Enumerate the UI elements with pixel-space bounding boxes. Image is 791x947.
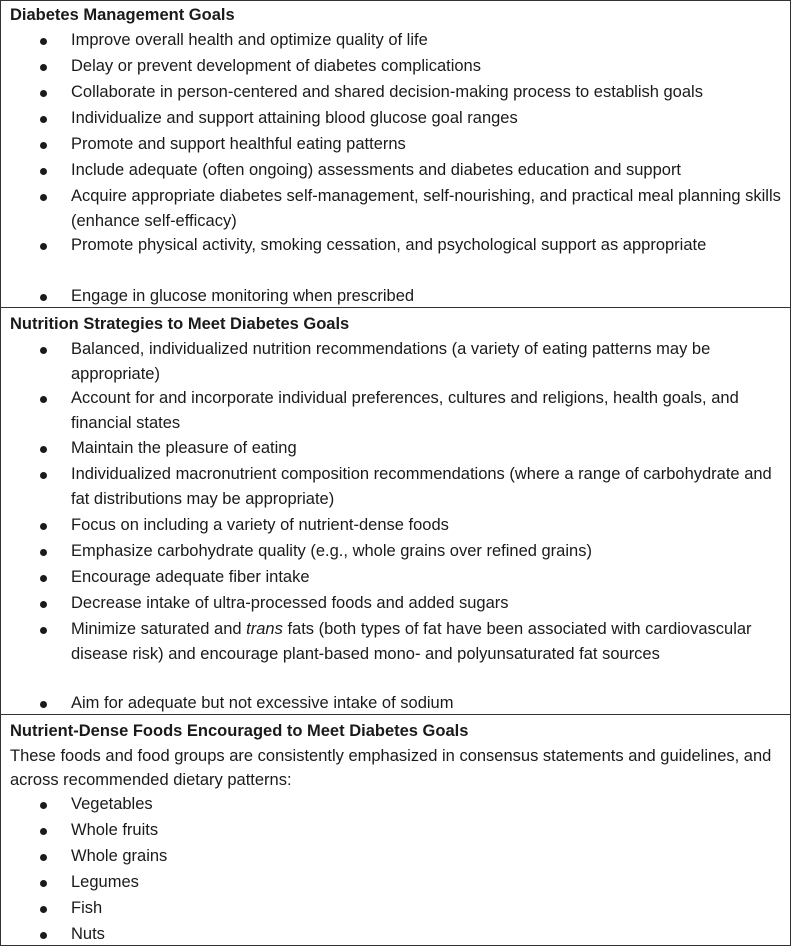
bullet-icon: [40, 523, 47, 530]
bullet-icon: [40, 701, 47, 708]
bullet-icon: [40, 446, 47, 453]
section-title: Nutrient-Dense Foods Encouraged to Meet Diabetes Goals: [10, 722, 469, 740]
bullet-icon: [40, 932, 47, 939]
bullet-icon: [40, 243, 47, 250]
bullet-icon: [40, 549, 47, 556]
bullet-icon: [40, 90, 47, 97]
bullet-icon: [40, 575, 47, 582]
bullet-icon: [40, 472, 47, 479]
section-intro: These foods and food groups are consistently emphasized in consensus statements and guidelines, and across recommended dietary patterns:: [10, 747, 772, 789]
bullet-icon: [40, 601, 47, 608]
bullet-icon: [40, 168, 47, 175]
bullet-icon: [40, 347, 47, 354]
bullet-icon: [40, 64, 47, 71]
bullet-icon: [40, 906, 47, 913]
bullet-icon: [40, 116, 47, 123]
section-title: Nutrition Strategies to Meet Diabetes Goals: [10, 315, 350, 333]
bullet-icon: [40, 38, 47, 45]
bullet-icon: [40, 294, 47, 301]
section-nutrition-strategies: Nutrition Strategies to Meet Diabetes Goals Balanced, individualized nutrition recommendations (a variety of eating patterns may be appropriate) Account for and incorporate individual preferences, cultures and religions, health goals, and financial states Maintain the pleasure of eating Individualized macronutrient composition recommendations (where a range of carbohydrate and fat distributions may be appropriate) Focus on including a variety of nutrient-dense foods Emphasize carbohydrate quality (e.g., whole grains over refined grains) Encourage adequate fiber intake Decrease intake of ultra-processed foods and added sugars Minimize saturated and trans fats (both types of fat have been associated with cardiovascular disease risk) and encourage plant-based mono- and polyunsaturated fat sources Aim for adequate but not excessive intake of sodium: [1, 308, 790, 715]
bullet-icon: [40, 627, 47, 634]
bullet-icon: [40, 880, 47, 887]
section-diabetes-management-goals: Diabetes Management Goals Improve overall health and optimize quality of life Delay or prevent development of diabetes complications Collaborate in person-centered and shared decision-making process to establish goals Individualize and support attaining blood glucose goal ranges Promote and support healthful eating patterns Include adequate (often ongoing) assessments and diabetes education and support Acquire appropriate diabetes self-management, self-nourishing, and practical meal planning skills (enhance self-efficacy) Promote physical activity, smoking cessation, and psychological support as appropriate Engage in glucose monitoring when prescribed: [1, 1, 790, 308]
bullet-icon: [40, 194, 47, 201]
bullet-icon: [40, 142, 47, 149]
section-nutrient-dense-foods: Nutrient-Dense Foods Encouraged to Meet Diabetes Goals These foods and food groups are consistently emphasized in consensus statements and guidelines, and across recommended dietary patterns: Vegetables Whole fruits Whole grains Legumes Fish Nuts: [1, 715, 790, 945]
bullet-icon: [40, 854, 47, 861]
bullet-icon: [40, 802, 47, 809]
bullet-icon: [40, 828, 47, 835]
bullet-icon: [40, 396, 47, 403]
section-title: Diabetes Management Goals: [10, 6, 235, 24]
